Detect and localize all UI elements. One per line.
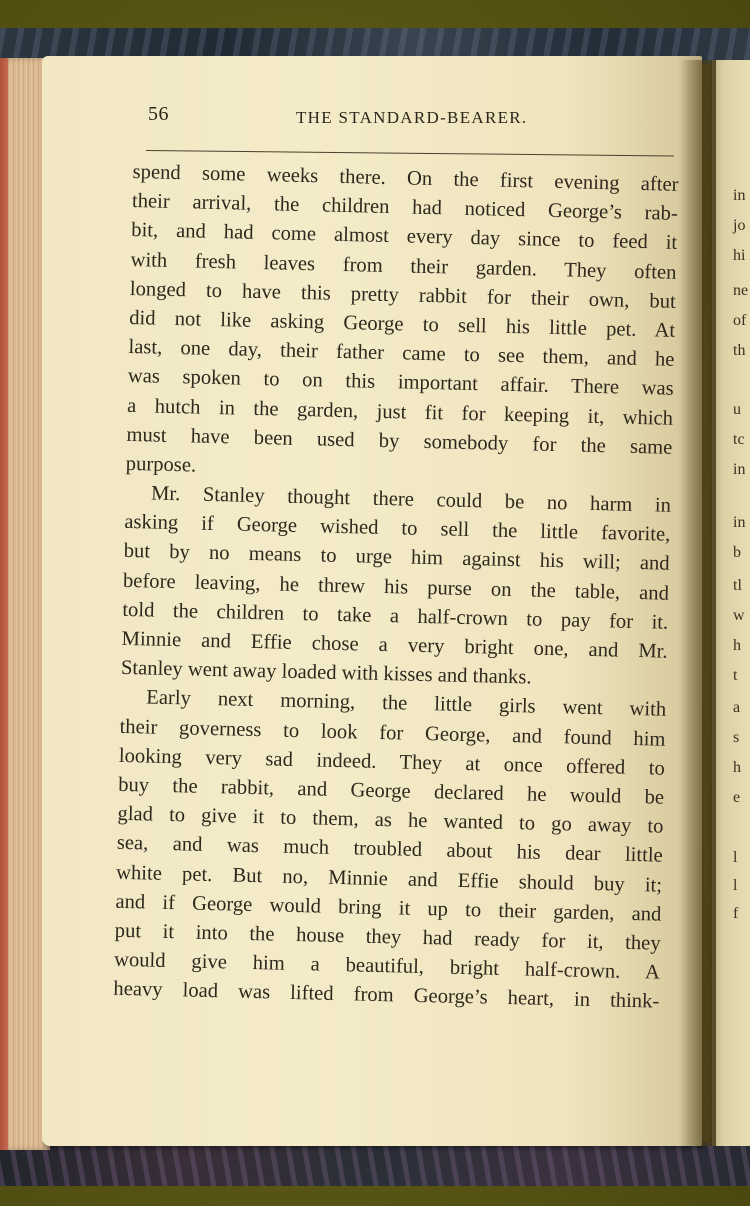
gutter-shadow (680, 60, 716, 1146)
facing-page-fragment: ne (733, 282, 749, 299)
text-line: longed to have this pretty rabbit for their own, but (129, 277, 677, 313)
text-line: but by no means to urge him against his will; and (123, 540, 670, 576)
text-line: purpose. (125, 452, 197, 477)
facing-page-fragment: l (733, 849, 738, 866)
facing-page-fragment: l (733, 877, 738, 894)
text-line: Minnie and Effie chose a very bright one, and Mr. (121, 627, 668, 663)
running-head: THE STANDARD-BEARER. (296, 108, 528, 127)
text-line: glad to give it to them, as he wanted to go away to (117, 802, 664, 838)
text-line: bit, and had come almost every day since to feed it (131, 219, 678, 255)
facing-page-fragment: hi (733, 247, 746, 264)
text-line: last, one day, their father came to see them, and he (128, 336, 675, 371)
text-line: must have been used by somebody for the same (126, 423, 673, 459)
text-line: looking very sad indeed. They at once offered to (118, 744, 666, 780)
text-line: was spoken to on this important affair. There was (127, 365, 674, 401)
text-line: and if George would bring it up to their garden, and (115, 890, 662, 926)
text-line: their governess to look for George, and found him (119, 715, 666, 751)
facing-page-fragment: in (733, 187, 746, 204)
text-line: before leaving, he threw his purse on the table, and (122, 569, 670, 605)
text-line: a hutch in the garden, just fit for keeping it, which (126, 394, 674, 430)
facing-page-fragment: in (733, 461, 746, 478)
text-line: did not like asking George to sell his little pet. At (128, 306, 676, 342)
facing-page-fragment: h (733, 759, 741, 776)
text-line: told the children to take a half-crown to pay for it. (122, 598, 669, 634)
page-stack-red-edge (0, 58, 8, 1150)
text-line: Mr. Stanley thought there could be no harm in (150, 482, 672, 517)
facing-page-fragment: jo (733, 217, 746, 234)
facing-page-fragment: w (733, 607, 745, 624)
facing-page-fragment: b (733, 544, 741, 561)
text-line: spend some weeks there. On the first evening after (132, 160, 679, 196)
text-line: sea, and was much troubled about his dear little (116, 832, 663, 867)
text-line: white pet. But no, Minnie and Effie should buy it; (115, 861, 663, 897)
facing-page-fragment: in (733, 514, 746, 531)
facing-page-fragment: t (733, 667, 738, 684)
cover-bottom-edge (0, 1142, 750, 1186)
text-line: heavy load was lifted from George’s heart, in think- (113, 978, 660, 1013)
body-text (113, 158, 679, 1017)
facing-page-fragment: th (733, 342, 746, 359)
text-line: buy the rabbit, and George declared he would be (117, 773, 665, 809)
text-line: would give him a beautiful, bright half-crown. A (113, 948, 661, 984)
text-line: asking if George wished to sell the little favorite, (124, 511, 671, 547)
facing-page-fragment: s (733, 729, 740, 746)
page-number: 56 (148, 103, 169, 125)
facing-page-fragment: u (733, 401, 741, 418)
facing-page-fragment: f (733, 905, 739, 922)
facing-page-fragment: h (733, 637, 741, 654)
facing-page-fragment: tc (733, 431, 745, 448)
text-line: put it into the house they had ready for it, they (114, 919, 661, 955)
facing-page-fragment: a (733, 699, 741, 716)
text-line: with fresh leaves from their garden. They often (130, 248, 677, 284)
text-line: Early next morning, the little girls went with (146, 686, 667, 722)
facing-page-fragment: e (733, 789, 741, 806)
text-line: Stanley went away loaded with kisses and thanks. (120, 657, 532, 689)
facing-page-fragment: of (733, 312, 747, 329)
facing-page-fragment: tl (733, 577, 742, 594)
text-line: their arrival, the children had noticed George’s rab- (131, 190, 679, 226)
